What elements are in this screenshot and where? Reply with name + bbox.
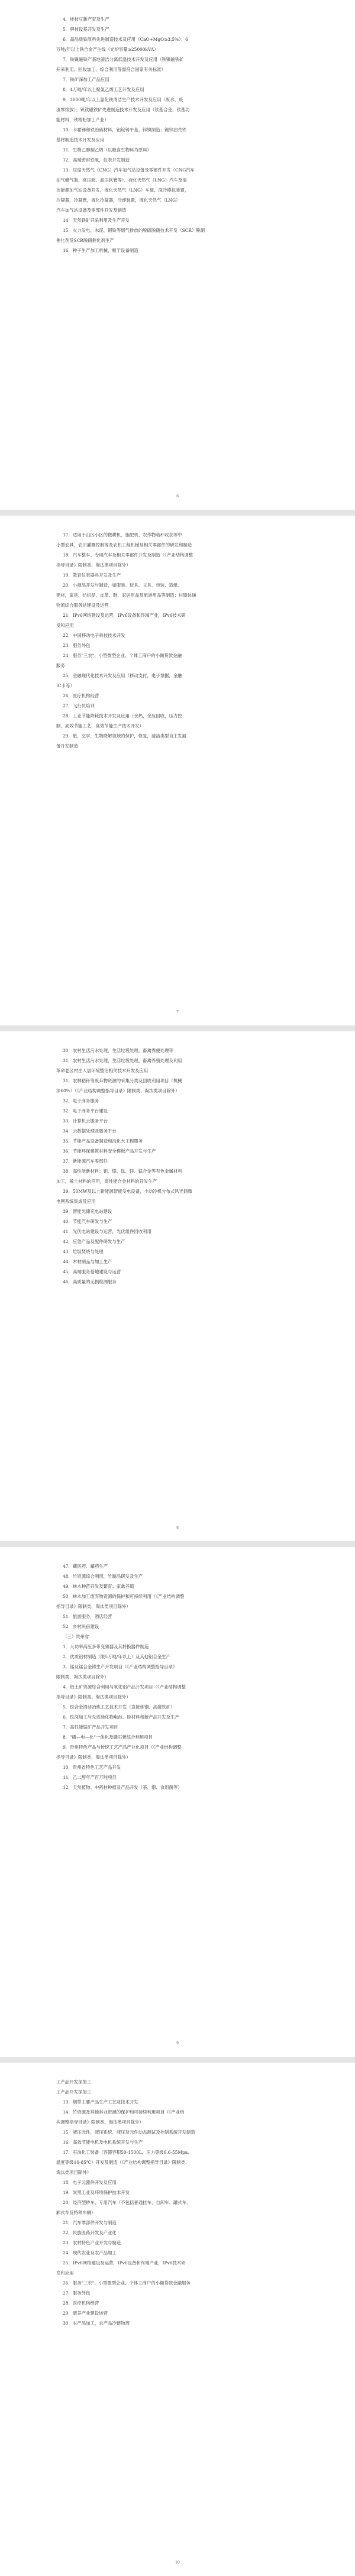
text-line: 28．工业节能降耗技术开发及应用（余热，余压回收，压力控 [63, 713, 182, 719]
document-page-4 [0, 1547, 355, 2057]
text-line: 24．现代农业及农产品加工 [63, 2250, 117, 2255]
text-line: 7．铁镍磁铁产基地清洁分离低温技术开发及应用（铁镍磁铁矿 [63, 57, 184, 62]
page-text [56, 530, 299, 751]
text-line: 工产品开发深加工 [56, 2079, 92, 2085]
text-line: 38．高性能新材料：铝、镁、钛、锌、锰合金等有色金属材料 [63, 1169, 182, 1174]
text-line: 淘汰类项目除外） [56, 2170, 92, 2175]
text-line: 17．石油化工装备（容器容积50-1500L、压力等级9.6-55Mpa、 [63, 2150, 192, 2155]
text-line: 指导目录》限制类、淘汰类项目除外） [56, 562, 131, 568]
text-line: 26．服务"三农"、小型微型企业、个体工商户的小额贷款金融服务 [63, 2280, 191, 2286]
text-line: 31．农村生活污水处理，生活垃圾处理，畜禽养殖处理及利用 [63, 1058, 182, 1063]
text-line: 冷凝器，冷凝管，液化冷凝器，冷却装置，液化天然气（LNG） [56, 198, 180, 203]
text-line: 渣零排放）；钒钛磁铁矿先进制造技术开发及应用（钛基合金，钛基功 [56, 107, 190, 112]
text-line: 4．桂枝豆新产育及生产 [63, 17, 109, 22]
text-line: 6．铁深加工与先进硅化物电池、硅材料和新产品开发及生产 [63, 1714, 179, 1720]
text-line: 23．农村特色产业开发与制造 [63, 2240, 121, 2245]
text-line: 革命老区村庄人居环境整治相关技术开发及应用 [56, 1068, 149, 1073]
text-line: 25．IPv6网络建设及运营，IPv6设备和终端产业，IPv6技术研 [63, 2260, 186, 2266]
text-line: 12．高端密封铁氧，仪表开发制造 [63, 157, 130, 163]
text-line: （三）贵州省 [63, 1634, 89, 1639]
text-line: 32．电子商务平台建设 [63, 1108, 108, 1114]
page-text [56, 1561, 299, 1792]
text-line: 电网系统集成及应用 [56, 1199, 96, 1204]
text-line: 限制类、淘汰类项目除外） [56, 1674, 109, 1679]
text-line: 开采利用、回收加工、综合利用等需符合国家有关标准） [56, 67, 166, 72]
page-number: 7 [176, 1010, 179, 1014]
text-line: 万吨/年以上铁合金产生线（光炉容量≥25000kVA） [56, 47, 159, 52]
text-line: 备开发制造 [56, 743, 78, 749]
text-line: 34．云数据处理及服务平台 [63, 1128, 117, 1134]
page-separator [0, 1025, 355, 1031]
page-text [56, 1046, 299, 1287]
text-line: 8．"磷—电—化"一体化及磷石膏综合利用项目 [63, 1734, 153, 1740]
document-page-5 [0, 2063, 355, 2576]
text-line: 40．节能汽车研发与生产 [63, 1219, 112, 1224]
text-line: 2．优质铝材制造（限5万吨/年以上）及其他铝合金生产 [63, 1654, 170, 1659]
text-line: 22．中国移动电子科技技术开发 [63, 633, 125, 638]
text-line: 4．铝土矿资源综合利用与氧化铝产品开发项目（《产业结构调整 [63, 1684, 186, 1690]
text-line: 29．旅，交学，生物降解领域的保护，修复，清洁类型自主发展 [63, 733, 187, 739]
text-line: 45．高端服务基地建设与运营 [63, 1269, 121, 1274]
text-line: 5．铁合金清洁冶炼工艺技术开发（直接炼钢、高磁铁矿） [63, 1704, 175, 1710]
text-line: 15．液压元件，液压系统、液压及元件动态测试及控制系统开发制造 [63, 2130, 195, 2135]
text-line: 47．藏医药、藏药生产 [63, 1564, 108, 1569]
text-line: 20．小商品开发与制造，如服装、玩具、文具、包装、造纸、 [63, 582, 182, 588]
text-line: 30．农村生活污水处理，生活垃圾处理，畜禽粪便处理等 [63, 1048, 173, 1053]
text-line: 50．林木加工废弃物资源的保护和可持续利用（《产业结构调整 [63, 1594, 185, 1599]
text-line: 9．3000吨/年以上氯化铁清洁生产技术开发及应用（废水，废 [63, 97, 183, 102]
text-line: 20．经济型轿车、专用汽车（不包括普通挂车、自卸车、罐式车、 [63, 2200, 191, 2205]
text-line: 10．卡霍锑和铁冶硫材料，铝锭铸平基，锌镍制造；镀锌油壳铁 [63, 127, 187, 132]
text-line: 15．火力发电、水泥、钢铁等烟气排放的脱硫脱硝技术开发（SCR）脱硝 [63, 228, 205, 233]
text-line: 43．垃圾焚烧与处理 [63, 1249, 104, 1254]
text-line: 13．压缩天然气（CNG）汽车加气站设备及零部件开发（CNG汽车 [63, 167, 195, 173]
text-line: 16．种子生产加工机械，粮干设备制造 [63, 248, 138, 253]
text-line: 25．金融现代化技术开发及应用（移动支付，电子票据，金融 [63, 673, 182, 678]
text-line: 制，高效节能工艺，高效节能生产技术开发） [56, 723, 144, 729]
text-line: 指导目录》限制类、淘汰类项目除外） [56, 1755, 131, 1760]
text-line: 48．竹资源综合利用，竹制品研发及生产 [63, 1574, 143, 1579]
page-text [56, 14, 299, 255]
page-text [56, 2077, 299, 2328]
document-page-2 [0, 516, 355, 1025]
text-line: 30．农产品加工，农产品冷链物流 [63, 2321, 130, 2326]
text-line: 基材制造技术开发及应用 [56, 137, 105, 143]
text-line: 33．计算机云服务平台 [63, 1118, 108, 1124]
text-line: 5．牌枝设基开发及生产 [63, 27, 109, 32]
text-line: 7．铁矿深加工产品应用 [63, 77, 109, 82]
text-line: 小型农具，农田灌溉控制等及农机工程机械及相关零部件的研发和制造 [56, 542, 192, 548]
text-line: 35．节能产品设备制造和油化大工程服务 [63, 1138, 143, 1144]
text-line: 44．木材制品与加工生产 [63, 1259, 112, 1264]
page-separator [0, 1541, 355, 1547]
text-line: 发和应用 [56, 623, 74, 628]
text-line: 49．林木种苗开发及繁育；家禽养殖 [63, 1584, 134, 1589]
text-line: 18．汽车整车、专用汽车及相关零部件开发及制造（《产业结构调整 [63, 552, 193, 558]
text-line: 14．竹资源及其他林业资源的保护和可持续利用项目（《产业结 [63, 2109, 185, 2115]
text-line: 52．乡村民宿建设 [63, 1624, 99, 1629]
text-line: 8．4万吨/年以上聚氯乙烯工艺开发及应用 [63, 87, 144, 92]
text-line: 39．智能光储充电站建设 [63, 1209, 112, 1214]
text-line: 31．农林秸秆等废弃物资源的采集分类及回收利用项目（机械 [63, 1078, 182, 1083]
text-line: 9．贵州特色产品与传统工艺产品产业化项目（《产业结构调整 [63, 1745, 182, 1750]
text-line: 36．节能环保建筑材料安全模板产品开发与生产 [63, 1148, 156, 1154]
text-line: 22．民族医药开发及产业化 [63, 2230, 117, 2235]
text-line: 10．贵州省特色工艺产品开发 [63, 1765, 121, 1770]
text-line: 14．天然铁矿开采利用及生产开发 [63, 218, 130, 223]
document-page-1 [0, 0, 355, 510]
text-line: 24．服务"三农"、小型微型企业、个体工商户的小额贷款金融 [63, 653, 182, 658]
text-line: 32．电子商务服务 [63, 1098, 99, 1103]
text-line: IC卡等） [56, 683, 75, 688]
text-line: 指导目录》限制类、淘汰类项目除外） [56, 1604, 131, 1609]
text-line: 指导目录》限制类、淘汰类项目除外） [56, 1694, 131, 1700]
text-line: 3．锰及锰合金铸生产开发项目（《产业结构调整指导目录》 [63, 1664, 178, 1669]
text-line: 16．高效节能电机及电机系统开发与生产 [63, 2140, 143, 2145]
text-line: 12．天然植物、中药材种植及产品开发（茶、烟、食用菌等） [63, 1785, 182, 1790]
text-line: 27．服务外包 [63, 2290, 91, 2296]
text-line: 27．飞行员培训 [63, 703, 95, 708]
text-line: 构调整指导目录》限制类、淘汰类项目除外） [56, 2119, 144, 2125]
text-line: 发和应用 [56, 2270, 74, 2276]
text-line: 7．高性能锰矿产品开发项目 [63, 1724, 118, 1730]
text-line: 能材料，铁精粉加工产业） [56, 117, 109, 122]
text-line: 19．炭黑工业及环境保护技术开发 [63, 2190, 130, 2195]
text-line: 11．乙二醇年产百万吨项目 [63, 1775, 117, 1780]
text-line: 洁能源加气站设备开发，液化天然气（LNG）车载、深冷模拟装置， [56, 187, 189, 193]
text-line: 37．新能源汽车零部件 [63, 1158, 108, 1164]
text-line: 19．教育仪表器具开发及生产 [63, 572, 121, 578]
text-line: 深60%）（《产业结构调整指导目录》限制类、淘汰类项目除外） [56, 1088, 180, 1093]
page-separator [0, 2057, 355, 2063]
text-line: 29．康养产业建设运营 [63, 2310, 108, 2316]
text-line: 51．旅游服务，酒店经营 [63, 1614, 112, 1619]
text-line: 26．医疗机构经营 [63, 693, 99, 698]
text-line: 13．烟草主要产品生产工艺及技术开发 [63, 2099, 138, 2105]
text-line: 6．高品质铁原料先进制造技术及应用（CaO+MgO≥3.5%）；6 [63, 37, 188, 42]
text-line: 17．适用于山区小区的微耕机、施肥机、农作物秸秆收获等中 [63, 532, 182, 538]
text-line: 46．高质量的无损检测服务 [63, 1279, 117, 1284]
page-number: 6 [176, 494, 179, 499]
text-line: 厢式车及特种车辆） [56, 2210, 96, 2215]
page-number: 8 [176, 1526, 179, 1530]
page-number: 9 [176, 2041, 179, 2046]
text-line: 温度等级10-85℃）开发及制造（《产业结构调整指导目录》限制类、 [56, 2160, 190, 2165]
text-line: 汽车加气站设备及零部件开发及制造 [56, 208, 127, 213]
text-line: 物流综合服务站建设及运营 [56, 603, 109, 608]
text-line: 23．服务外包 [63, 643, 91, 648]
text-line: 油气储气瓶、高压阀、高压软管等）、液化天然气（LNG）汽车及清 [56, 177, 187, 183]
text-line: 工产品开发深加工 [56, 2089, 92, 2095]
text-line: 21．汽车零部件开发与制造 [63, 2220, 117, 2225]
text-line: 1．大功率高压多带变频器及其转换器件制造 [63, 1644, 149, 1649]
page-number: 10 [175, 2561, 180, 2565]
text-line: 18．电子元器件开发及应用 [63, 2180, 117, 2185]
document-page-3 [0, 1031, 355, 1541]
text-line: 服务 [56, 663, 65, 668]
text-line: 加工，稀土材料的应用，高性能合金材料的开发生产 [56, 1179, 157, 1184]
text-line: 建材，家具、纺织品、皮革、鞋、家居用品及旅游用品等制造；村镇快递 [56, 593, 196, 598]
text-line: 42．应急产品及配件研发与生产 [63, 1239, 125, 1244]
text-line: 11．生物乙醇制乙烯（以粮食生物料为原料） [63, 147, 151, 153]
text-line: 41．光伏电站建设与运营，光伏组件回收利用 [63, 1229, 151, 1234]
text-line: 39．50MW及以上新能源智能发电设备，少动冷机分布式风光储微 [63, 1189, 192, 1194]
text-line: 28．医疗机构经营 [63, 2300, 99, 2306]
text-line: 21．IPv6网络建设及运营，IPv6设备和终端产业，IPv6技术研 [63, 613, 186, 618]
text-line: 催化剂及SCR脱硝催化剂生产 [56, 238, 114, 243]
page-separator [0, 510, 355, 516]
